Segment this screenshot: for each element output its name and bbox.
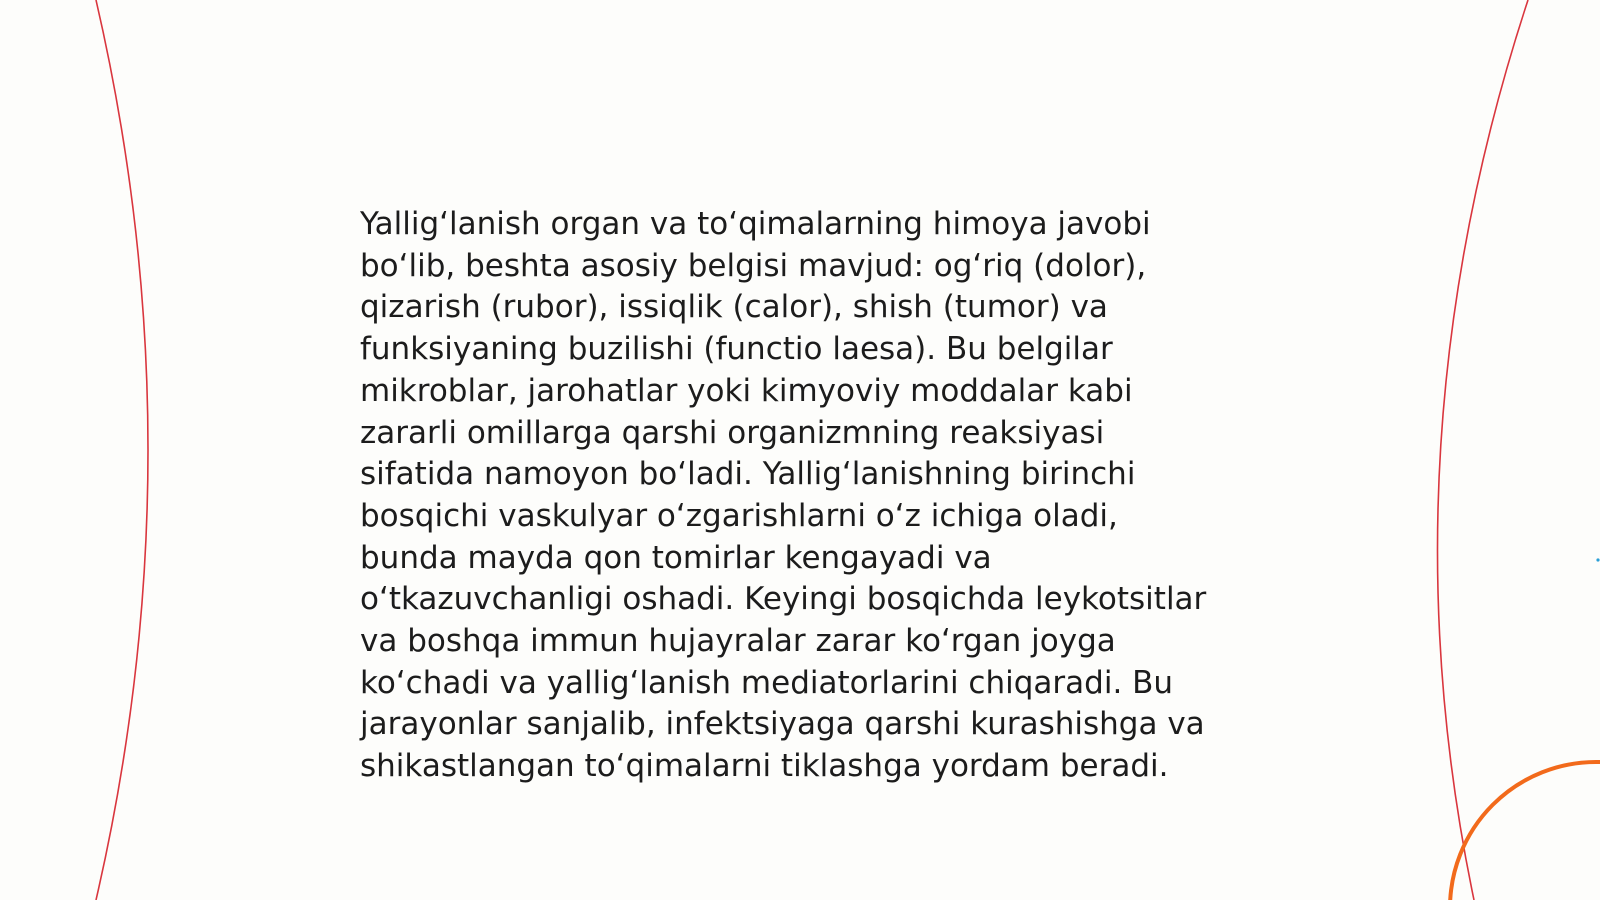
blue-dot [1596, 558, 1599, 561]
slide-body-text [360, 204, 1260, 788]
body-line: shikastlangan to‘qimalarni tiklashga yordam beradi. [360, 748, 1169, 785]
body-line: va boshqa immun hujayralar zarar ko‘rgan joyga [360, 623, 1116, 660]
body-line: sifatida namoyon bo‘ladi. Yallig‘lanishning birinchi [360, 456, 1136, 493]
body-line: bo‘lib, beshta asosiy belgisi mavjud: og‘riq (dolor), [360, 247, 1147, 284]
orange-arc [1450, 762, 1600, 900]
left-curve-line [96, 0, 148, 900]
body-line: mikroblar, jarohatlar yoki kimyoviy moddalar kabi [360, 372, 1133, 409]
body-line: funksiyaning buzilishi (functio laesa). Bu belgilar [360, 331, 1113, 368]
body-line: ko‘chadi va yallig‘lanish mediatorlarini chiqaradi. Bu [360, 664, 1174, 701]
body-line: qizarish (rubor), issiqlik (calor), shish (tumor) va [360, 289, 1108, 326]
body-line: bosqichi vaskulyar o‘zgarishlarni o‘z ichiga oladi, [360, 497, 1118, 534]
body-line: bunda mayda qon tomirlar kengayadi va [360, 539, 992, 576]
body-line: jarayonlar sanjalib, infektsiyaga qarshi kurashishga va [360, 706, 1205, 743]
body-line: o‘tkazuvchanligi oshadi. Keyingi bosqichda leykotsitlar [360, 581, 1207, 618]
body-line: Yallig‘lanish organ va to‘qimalarning himoya javobi [360, 206, 1151, 242]
body-line: zararli omillarga qarshi organizmning reaksiyasi [360, 414, 1105, 451]
right-curve-line [1437, 0, 1528, 900]
